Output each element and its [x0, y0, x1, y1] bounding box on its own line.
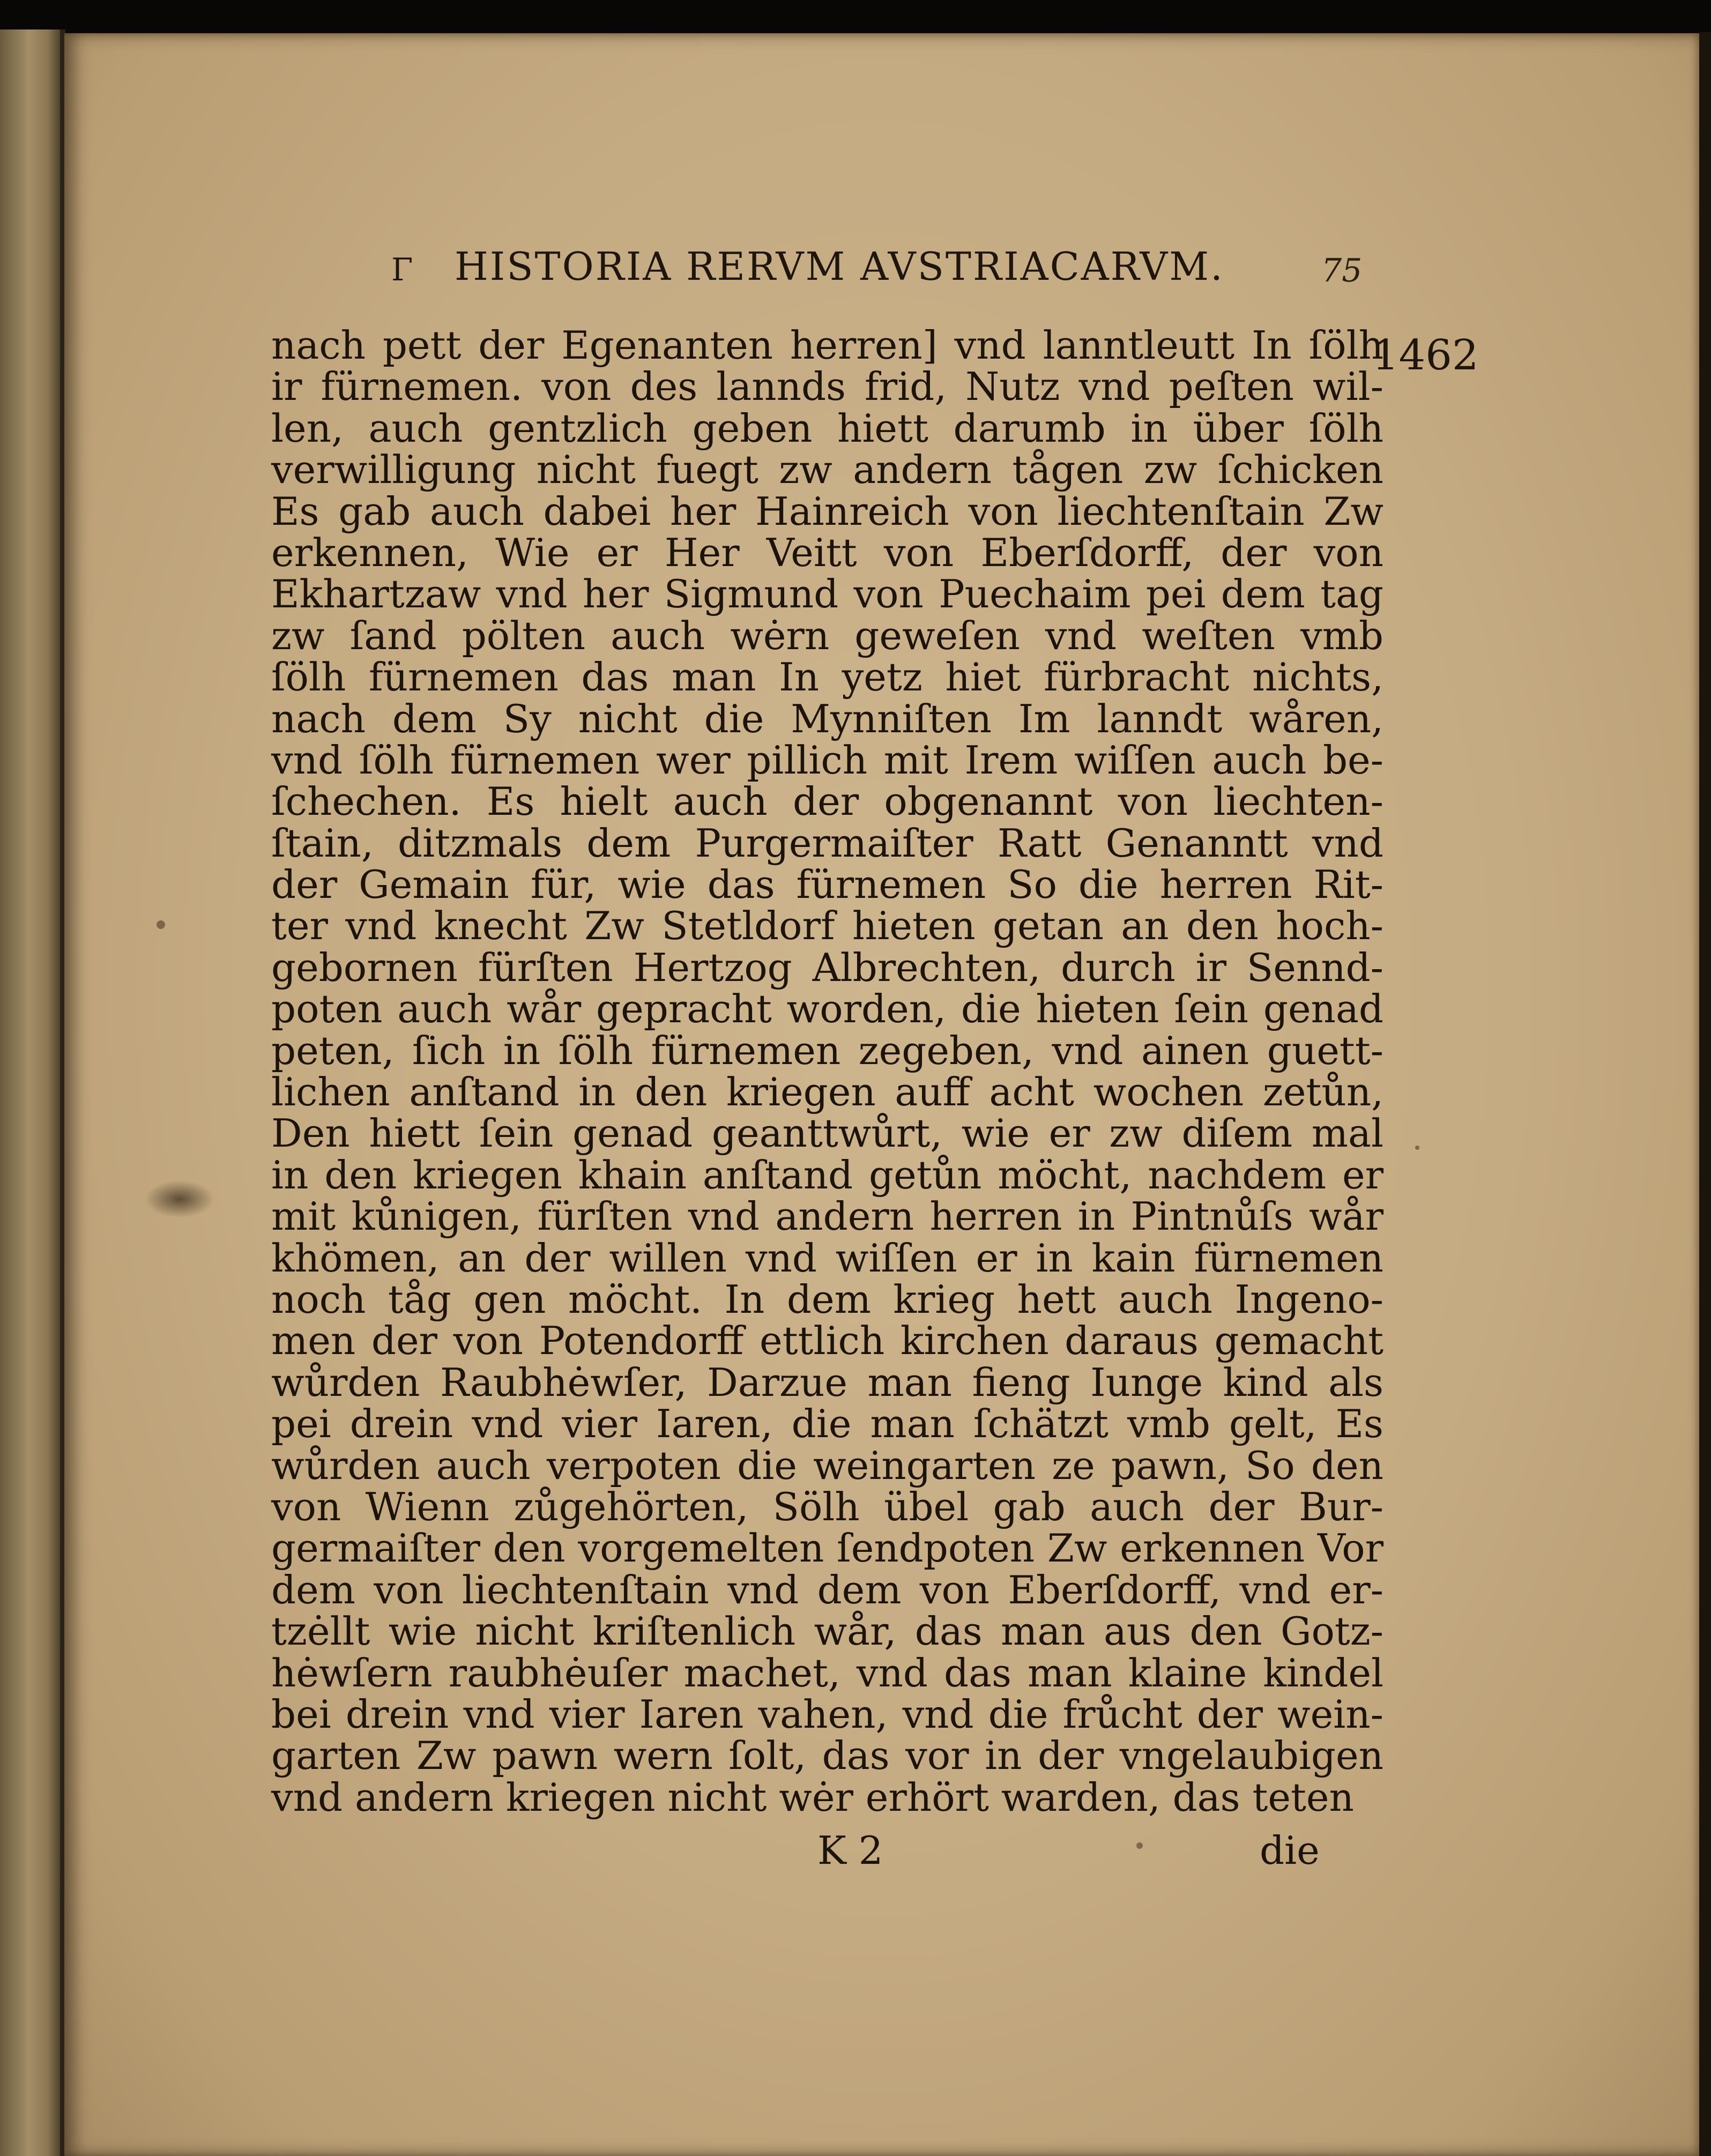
text-line: tzėllt wie nicht kriſtenlich wår, das man aus den Gotz- [271, 1609, 1383, 1654]
text-line: Den hiett ſein genad geanttwůrt, wie er zw diſem mal [271, 1111, 1383, 1156]
running-header [391, 244, 1383, 292]
text-line: peten, ſich in ſölh fürnemen zegeben, vnd ainen guett- [271, 1028, 1383, 1073]
text-line: wůrden Raubhėwſer, Darzue man fieng Iunge kind als [271, 1359, 1383, 1405]
text-line: vnd andern kriegen nicht wėr erhört warden, das teten [271, 1774, 1354, 1820]
text-line: germaiſter den vorgemelten ſendpoten Zw erkennen Vor [271, 1526, 1383, 1571]
text-line: zw ſand pölten auch wėrn geweſen vnd weſten vmb [271, 613, 1383, 658]
header-mark: Γ [391, 251, 413, 288]
text-line: nach pett der Egenanten herren] vnd lanntleutt In ſölh [271, 323, 1383, 368]
stain-spot [1136, 1842, 1143, 1849]
text-line: khömen, an der willen vnd wiſſen er in kain fürnemen [271, 1235, 1383, 1281]
previous-page-edge [0, 29, 64, 2156]
text-line: verwilligung nicht fuegt zw andern tågen zw ſchicken [271, 447, 1383, 493]
text-line: bei drein vnd vier Iaren vahen, vnd die frůcht der wein- [271, 1691, 1383, 1737]
text-line: pei drein vnd vier Iaren, die man ſchätzt vmb gelt, Es [271, 1401, 1383, 1447]
text-line: len, auch gentzlich geben hiett darumb in über ſölh [271, 405, 1383, 451]
text-line: noch tåg gen möcht. In dem krieg hett auch Ingeno- [271, 1276, 1383, 1322]
text-line: wůrden auch verpoten die weingarten ze pawn, So den [271, 1443, 1383, 1488]
text-line: erkennen, Wie er Her Veitt von Eberſdorff, der von [271, 530, 1383, 575]
body-text [271, 325, 1383, 1818]
ink-smudge [145, 1180, 214, 1218]
text-line: hėwſern raubhėuſer machet, vnd das man klaine kindel [271, 1650, 1383, 1696]
text-line: der Gemain für, wie das fürnemen So die herren Rit- [271, 862, 1383, 908]
text-line: lichen anſtand in den kriegen auff acht wochen zetůn, [271, 1069, 1383, 1115]
stain-spot [1415, 1146, 1419, 1150]
scan-right-edge [1699, 32, 1711, 2156]
catchword: die [1260, 1828, 1320, 1873]
text-line: ir fürnemen. von des lannds frid, Nutz vnd peſten wil- [271, 364, 1383, 410]
text-line: garten Zw pawn wern ſolt, das vor in der vngelaubigen [271, 1733, 1383, 1779]
margin-year-note: 1462 [1372, 331, 1479, 380]
stain-spot [157, 920, 165, 929]
text-line: Es gab auch dabei her Hainreich von liechtenſtain Zw [271, 488, 1383, 534]
text-line: ſölh fürnemen das man In yetz hiet fürbracht nichts, [271, 655, 1383, 700]
page-number: 75 [1321, 252, 1363, 289]
text-line: ter vnd knecht Zw Stetldorf hieten getan an den hoch- [271, 903, 1383, 949]
text-line: gebornen fürſten Hertzog Albrechten, durch ir Sennd- [271, 945, 1383, 990]
text-line: vnd ſölh fürnemen wer pillich mit Irem wiſſen auch be- [271, 737, 1383, 783]
signature-mark: K 2 [817, 1828, 883, 1873]
text-line: poten auch wår gepracht worden, die hieten ſein genad [271, 986, 1383, 1032]
text-line: Ekhartzaw vnd her Sigmund von Puechaim pei dem tag [271, 571, 1383, 617]
text-line: nach dem Sy nicht die Mynniſten Im lanndt wåren, [271, 696, 1383, 741]
text-line: ſchechen. Es hielt auch der obgenannt von liechten- [271, 779, 1383, 824]
text-line: von Wienn zůgehörten, Sölh übel gab auch der Bur- [271, 1484, 1383, 1529]
text-line: dem von liechtenſtain vnd dem von Eberſdorff, vnd er- [271, 1567, 1383, 1612]
text-line: mit kůnigen, fürſten vnd andern herren in Pintnůſs wår [271, 1194, 1383, 1239]
header-title: HISTORIA RERVM AVSTRIACARVM. [455, 244, 1224, 289]
text-line: in den kriegen khain anſtand getůn möcht, nachdem er [271, 1152, 1383, 1198]
text-line: ſtain, ditzmals dem Purgermaiſter Ratt Genanntt vnd [271, 820, 1383, 866]
text-line: men der von Potendorff ettlich kirchen daraus gemacht [271, 1318, 1383, 1364]
scan-background [0, 0, 1711, 32]
